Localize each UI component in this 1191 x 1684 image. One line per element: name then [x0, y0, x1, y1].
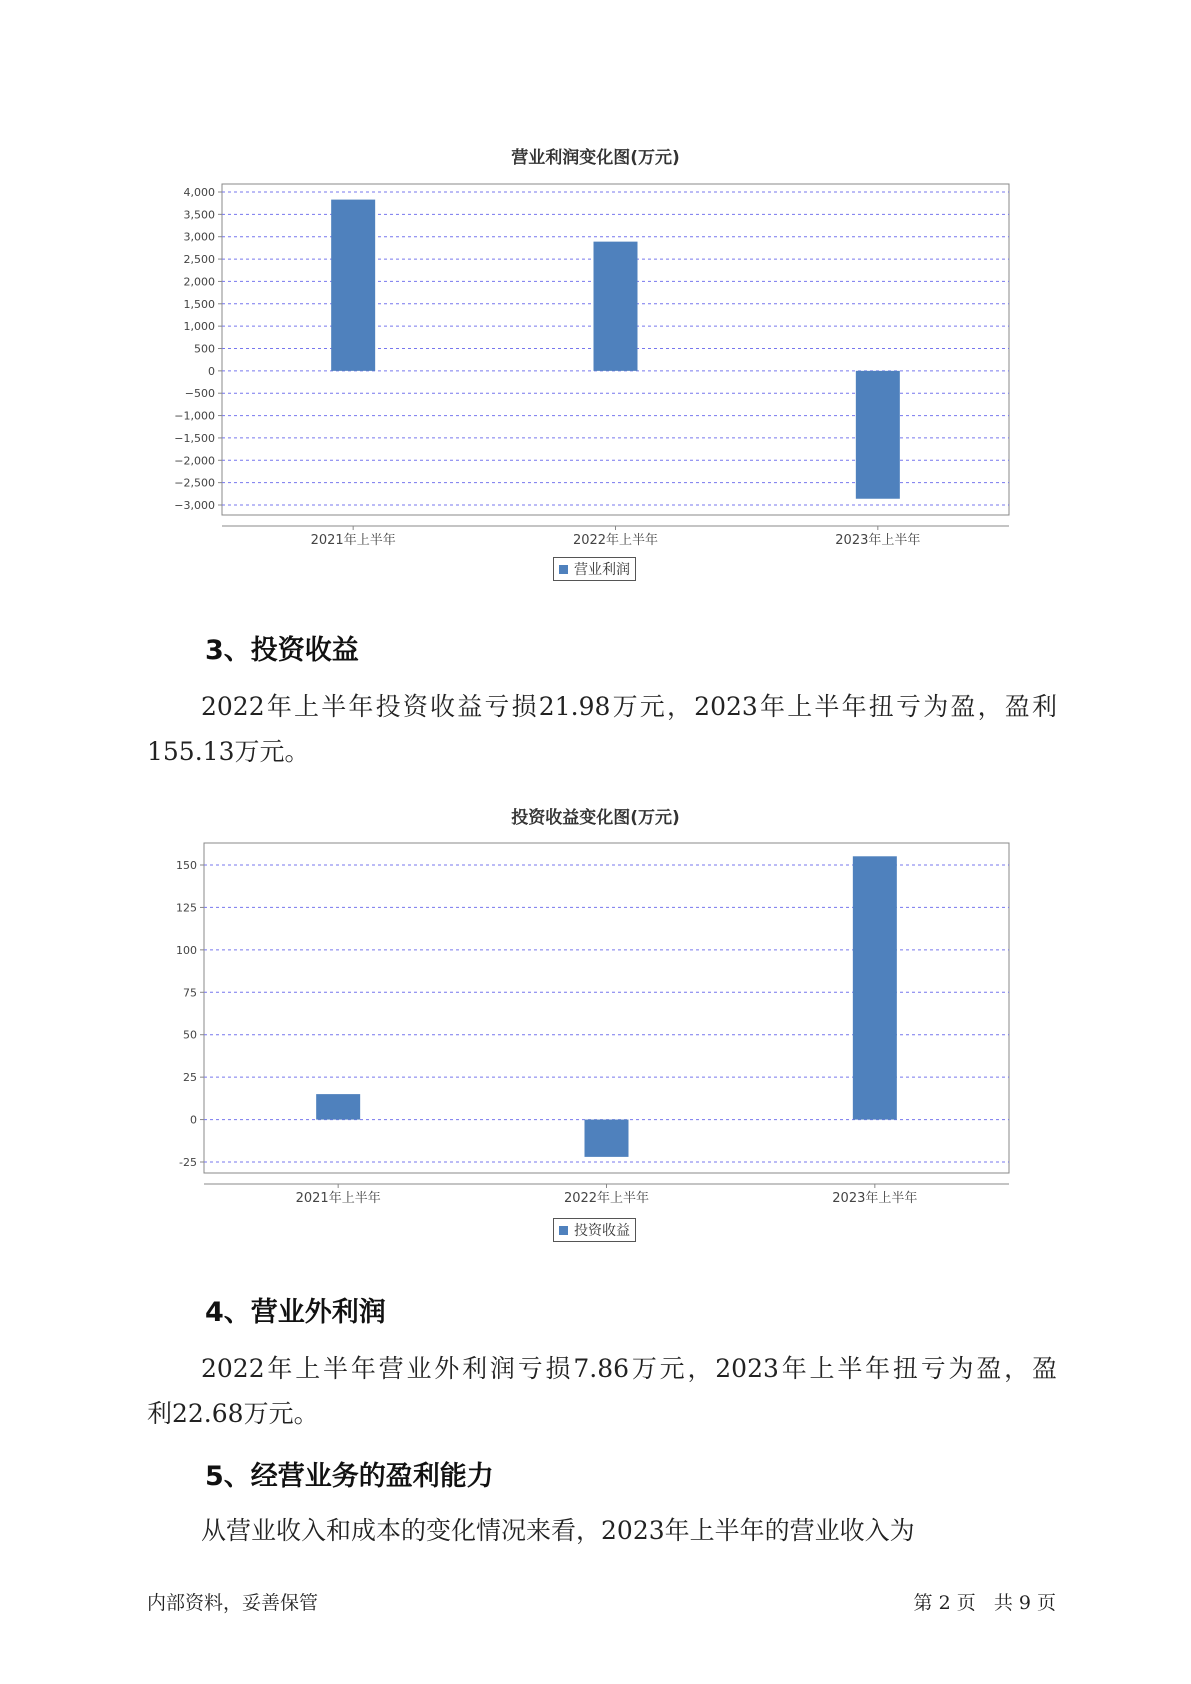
bar	[585, 1120, 629, 1157]
bar	[316, 1094, 360, 1119]
footer-left: 内部资料，妥善保管	[147, 1592, 319, 1614]
x-tick-label: 2023年上半年	[835, 533, 921, 548]
footer-page-number: 第 2 页 共 9 页	[913, 1592, 1056, 1614]
x-tick-label: 2023年上半年	[832, 1191, 918, 1206]
y-tick-label: −2,500	[174, 476, 215, 490]
y-tick-label: 150	[176, 859, 197, 872]
bar	[331, 200, 375, 371]
chart2-legend	[553, 1218, 636, 1242]
chart2-title: 投资收益变化图(万元)	[511, 808, 680, 828]
chart1-legend	[553, 557, 636, 581]
section4-heading: 4、营业外利润	[205, 1297, 386, 1328]
section5-heading: 5、经营业务的盈利能力	[205, 1461, 494, 1492]
bar	[853, 856, 897, 1119]
x-tick-label: 2022年上半年	[572, 533, 659, 548]
bar	[856, 371, 900, 499]
y-tick-label: 1,500	[183, 297, 215, 311]
y-tick-label: 3,500	[183, 208, 215, 222]
section3-line1: 2022年上半年投资收益亏损21.98万元，2023年上半年扭亏为盈，盈利	[201, 692, 1057, 721]
y-tick-label: 75	[183, 986, 197, 1000]
chart2-legend-label: 投资收益	[574, 1223, 630, 1239]
section4-line2: 利22.68万元。	[147, 1399, 319, 1428]
y-tick-label: 1,000	[183, 320, 215, 334]
y-tick-label: 2,000	[183, 275, 215, 289]
y-tick-label: 2,500	[183, 253, 215, 267]
section3-line2: 155.13万元。	[147, 737, 310, 766]
y-tick-label: −1,500	[174, 431, 215, 445]
y-tick-label: −1,000	[174, 409, 215, 423]
y-tick-label: 0	[190, 1113, 197, 1127]
y-tick-label: 3,000	[183, 230, 215, 244]
chart1-legend-label: 营业利润	[574, 562, 630, 578]
chart1-title: 营业利润变化图(万元)	[511, 148, 680, 168]
y-tick-label: 500	[194, 342, 215, 356]
y-tick-label: −3,000	[174, 499, 215, 512]
investment-income-chart	[0, 820, 1191, 1206]
y-tick-label: 50	[183, 1028, 197, 1042]
y-tick-label: 125	[176, 901, 197, 915]
section4-paragraph	[147, 1346, 1057, 1436]
y-tick-label: 0	[208, 364, 215, 378]
section3-paragraph	[147, 684, 1057, 774]
y-tick-label: 100	[176, 943, 197, 957]
legend-swatch	[559, 565, 568, 574]
operating-profit-chart	[0, 0, 1191, 548]
section5-line1: 从营业收入和成本的变化情况来看，2023年上半年的营业收入为	[201, 1516, 915, 1545]
bar	[594, 242, 638, 371]
section5-paragraph	[147, 1508, 1057, 1553]
y-tick-label: −500	[184, 387, 215, 401]
y-tick-label: −2,000	[174, 454, 215, 468]
section3-heading: 3、投资收益	[205, 635, 359, 666]
y-tick-label: 4,000	[183, 186, 215, 199]
x-tick-label: 2021年上半年	[310, 533, 396, 548]
x-tick-label: 2022年上半年	[563, 1191, 650, 1206]
x-tick-label: 2021年上半年	[295, 1191, 381, 1206]
y-tick-label: -25	[179, 1156, 197, 1169]
legend-swatch	[559, 1226, 568, 1235]
section4-line1: 2022年上半年营业外利润亏损7.86万元，2023年上半年扭亏为盈，盈	[201, 1354, 1057, 1383]
y-tick-label: 25	[183, 1071, 197, 1085]
